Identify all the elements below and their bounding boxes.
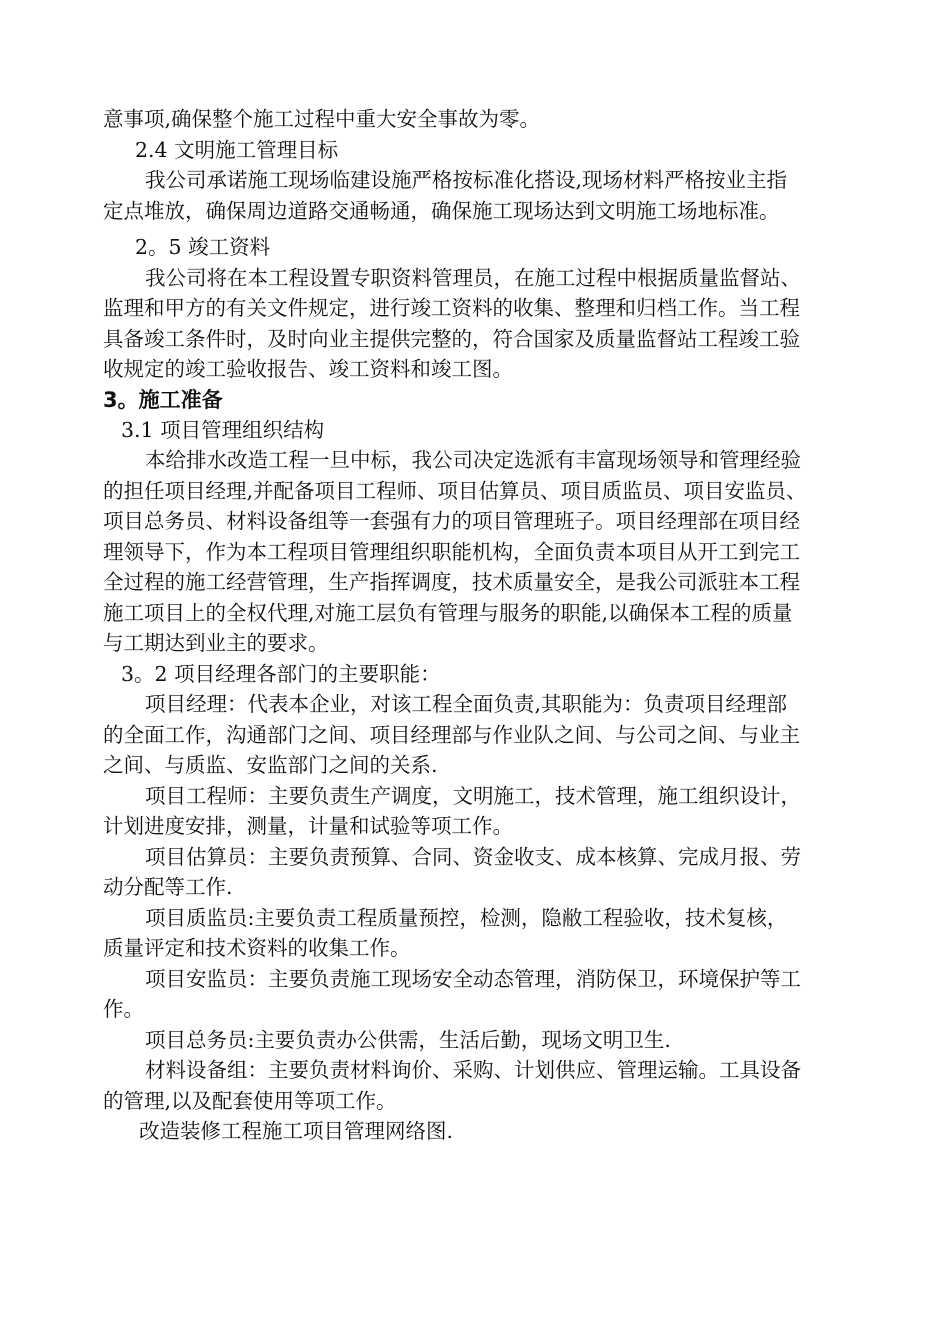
body-line: 材料设备组：主要负责材料询价、采购、计划供应、管理运输。工具设备 [145,1058,801,1082]
body-line: 本给排水改造工程一旦中标，我公司决定选派有丰富现场领导和管理经验 [145,448,801,472]
body-line: 项目经理：代表本企业，对该工程全面负责,其职能为：负责项目经理部 [145,692,788,716]
body-line: 理领导下，作为本工程项目管理组织职能机构，全面负责本项目从开工到完工 [103,539,800,564]
body-line: 项目安监员：主要负责施工现场安全动态管理，消防保卫，环境保护等工 [145,966,801,991]
body-line: 项目总务员、材料设备组等一套强有力的项目管理班子。项目经理部在项目经 [103,509,800,533]
section-3-1-title: 3.1 项目管理组织结构 [121,417,325,442]
section-2-5-title: 2。5 竣工资料 [135,235,271,259]
body-line: 与工期达到业主的要求。 [103,631,329,655]
body-line: 我公司承诺施工现场临建设施严格按标准化搭设,现场材料严格按业主指 [145,168,788,192]
body-line: 计划进度安排，测量，计量和试验等项工作。 [103,814,513,838]
body-line: 我公司将在本工程设置专职资料管理员，在施工过程中根据质量监督站、 [145,265,801,290]
body-line: 项目工程师：主要负责生产调度，文明施工，技术管理，施工组织设计， [145,783,801,808]
body-line: 项目估算员：主要负责预算、合同、资金收支、成本核算、完成月报、劳 [145,844,801,869]
body-line: 的管理,以及配套使用等项工作。 [103,1088,397,1113]
body-line: 意事项,确保整个施工过程中重大安全事故为零。 [103,107,541,131]
body-line: 的全面工作，沟通部门之间、项目经理部与作业队之间、与公司之间、与业主 [103,722,800,747]
body-line: 之间、与质监、安监部门之间的关系. [103,753,438,777]
body-line: 施工项目上的全权代理,对施工层负有管理与服务的职能,以确保本工程的质量 [103,600,793,625]
body-line: 质量评定和技术资料的收集工作。 [103,936,411,960]
body-line: 项目总务员:主要负责办公供需，生活后勤，现场文明卫生. [145,1027,671,1052]
body-line: 具备竣工条件时，及时向业主提供完整的，符合国家及质量监督站工程竣工验 [103,326,800,351]
body-line: 项目质监员:主要负责工程质量预控，检测，隐敝工程验收，技术复核， [145,905,788,930]
body-line: 全过程的施工经营管理，生产指挥调度，技术质量安全，是我公司派驻本工程 [103,570,800,594]
section-2-4-title: 2.4 文明施工管理目标 [135,137,339,162]
section-3-2-title: 3。2 项目经理各部门的主要职能： [121,661,441,686]
body-line: 监理和甲方的有关文件规定，进行竣工资料的收集、整理和归档工作。当工程 [103,296,800,320]
section-3-heading: 3。施工准备 [103,387,223,412]
body-line: 改造装修工程施工项目管理网络图. [139,1119,454,1143]
body-line: 定点堆放，确保周边道路交通畅通，确保施工现场达到文明施工场地标准。 [103,198,780,223]
body-line: 动分配等工作. [103,875,233,899]
body-line: 的担任项目经理,并配备项目工程师、项目估算员、项目质监员、项目安监员、 [103,478,807,503]
body-line: 收规定的竣工验收报告、竣工资料和竣工图。 [103,357,513,381]
body-line: 作。 [103,997,144,1021]
document-body [103,104,869,1147]
